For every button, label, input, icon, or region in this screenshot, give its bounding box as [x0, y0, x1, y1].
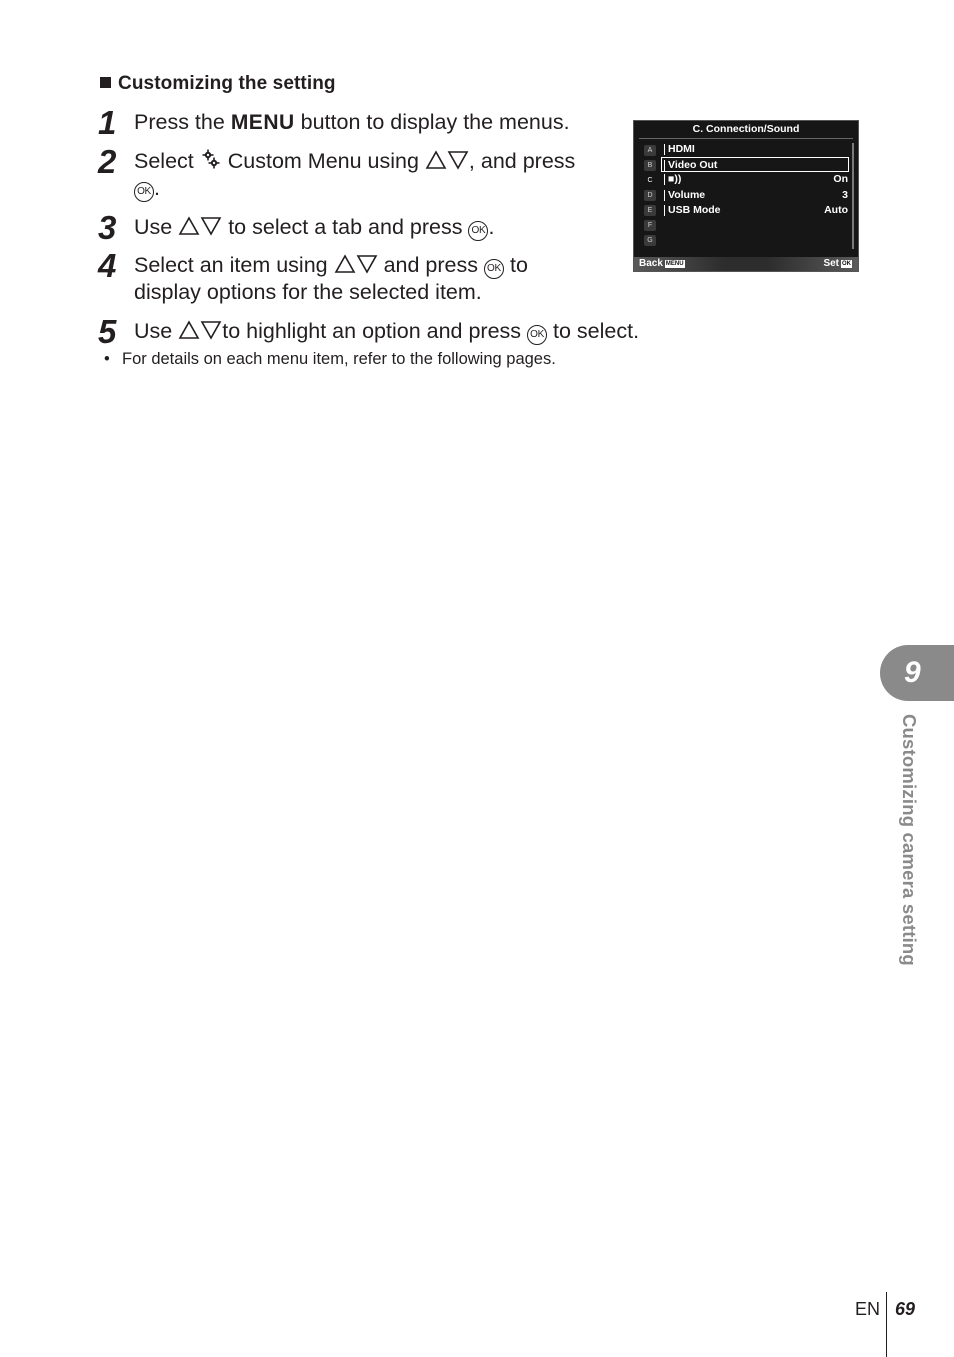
camera-menu-row: HDMI [662, 142, 848, 156]
chapter-tab: 9 [880, 645, 954, 701]
camera-menu-title: C. Connection/Sound [692, 123, 800, 135]
step-number: 5 [98, 313, 117, 350]
square-bullet-icon [100, 77, 111, 88]
camera-tab-c-icon: C [644, 175, 656, 186]
camera-menu-screen [633, 120, 859, 272]
camera-tab-b-icon: B [644, 160, 656, 171]
camera-menu-row-selected: Video Out [661, 157, 849, 172]
divider [639, 138, 853, 139]
step-text: Select Custom Menu using , and press [134, 149, 576, 173]
step-text-line2: OK . [134, 175, 160, 202]
up-arrow-icon [425, 150, 447, 170]
up-arrow-icon [178, 216, 200, 236]
back-hint: Back MENU [639, 258, 684, 269]
page-number: 69 [895, 1299, 916, 1319]
section-title [100, 73, 336, 95]
up-arrow-icon [334, 254, 356, 274]
page-divider [886, 1292, 887, 1357]
camera-menu-footer [634, 257, 858, 271]
set-hint: Set OK [823, 258, 851, 269]
camera-tab-e-icon: E [644, 205, 656, 216]
up-arrow-icon [178, 320, 200, 340]
language-label: EN [855, 1299, 881, 1319]
step-number: 3 [98, 209, 117, 246]
camera-tab-g-icon: G [644, 235, 656, 246]
camera-menu-row: USB Mode Auto [662, 203, 848, 217]
step-text: Select an item using and press OK to [134, 253, 528, 277]
step-text: Use to highlight an option and press OK to select. [134, 319, 640, 343]
menu-key-icon: MENU [665, 261, 684, 267]
step-number: 2 [98, 143, 117, 180]
step-number: 1 [98, 104, 117, 141]
bullet: • [104, 350, 110, 368]
ok-key-icon: OK [842, 261, 851, 267]
step-number: 4 [98, 247, 117, 284]
speaker-icon: ■)) [668, 173, 682, 185]
down-arrow-icon [200, 320, 222, 340]
camera-tab-a-icon: A [644, 145, 656, 156]
section-title-text: Customizing the setting [118, 73, 336, 94]
scrollbar [852, 143, 854, 249]
chapter-side-label: Customizing camera setting [899, 714, 920, 966]
down-arrow-icon [200, 216, 222, 236]
camera-menu-row: Volume 3 [662, 188, 848, 202]
menu-button-label: MENU [230, 111, 295, 134]
ok-button-icon: OK [468, 221, 488, 241]
note [104, 350, 556, 369]
camera-tab-f-icon: F [644, 220, 656, 231]
custom-menu-gear-icon [200, 148, 222, 170]
ok-button-icon: OK [527, 325, 547, 345]
camera-tab-d-icon: D [644, 190, 656, 201]
step-text: Press the MENU button to display the menus. [134, 110, 570, 134]
camera-menu-row: ■)) On [662, 172, 848, 186]
ok-button-icon: OK [484, 259, 504, 279]
down-arrow-icon [447, 150, 469, 170]
note-text: For details on each menu item, refer to the following pages. [122, 350, 556, 368]
step-text-line2: display options for the selected item. [134, 280, 482, 304]
step-text: Use to select a tab and press OK . [134, 215, 495, 239]
ok-button-icon: OK [134, 182, 154, 202]
down-arrow-icon [356, 254, 378, 274]
